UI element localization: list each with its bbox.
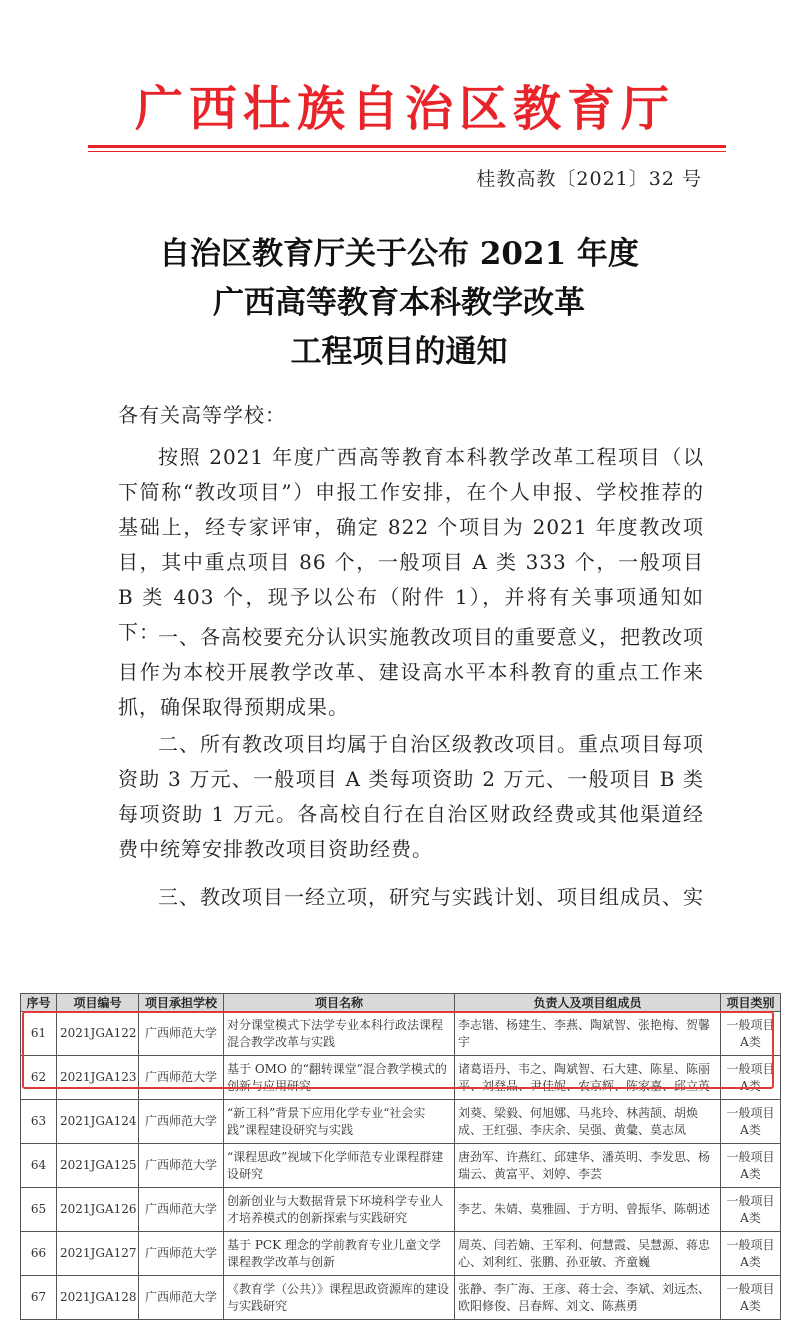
- cell-category: 一般项目A类: [721, 1056, 781, 1100]
- cell-category: 一般项目A类: [721, 1100, 781, 1144]
- cell-index: 61: [21, 1012, 57, 1056]
- cell-members: 唐劲军、许燕红、邱建华、潘英明、李发思、杨瑞云、黄富平、刘婷、李芸: [455, 1144, 721, 1188]
- cell-project-name: 基于 OMO 的“翻转课堂”混合教学模式的创新与应用研究: [224, 1056, 455, 1100]
- notice-title-line-3: 工程项目的通知: [290, 334, 508, 370]
- cell-members: 诸葛语丹、韦之、陶斌智、石大建、陈星、陈丽平、刘登品、尹佳妮、农京辉、陈家嘉、邱立英: [455, 1056, 721, 1100]
- cell-school: 广西师范大学: [139, 1188, 224, 1232]
- table-row: [21, 1232, 781, 1276]
- cell-project-name: 对分课堂模式下法学专业本科行政法课程混合教学改革与实践: [224, 1012, 455, 1056]
- addressee: 各有关高等学校：: [118, 403, 286, 427]
- cell-category: 一般项目A类: [721, 1144, 781, 1188]
- table-row: [21, 1144, 781, 1188]
- cell-school: 广西师范大学: [139, 1144, 224, 1188]
- cell-members: 李艺、朱婧、莫雅圆、于方明、曾振华、陈朝述: [455, 1188, 721, 1232]
- cell-school: 广西师范大学: [139, 1232, 224, 1276]
- table-row: [21, 1276, 781, 1320]
- cell-school: 广西师范大学: [139, 1056, 224, 1100]
- cell-project-name: “新工科”背景下应用化学专业“社会实践”课程建设研究与实践: [224, 1100, 455, 1144]
- col-header-index: 序号: [21, 994, 57, 1012]
- col-header-members: 负责人及项目组成员: [455, 994, 721, 1012]
- table-row: [21, 1056, 781, 1100]
- cell-index: 64: [21, 1144, 57, 1188]
- cell-school: 广西师范大学: [139, 1012, 224, 1056]
- cell-category: 一般项目A类: [721, 1232, 781, 1276]
- cell-code: 2021JGA123: [57, 1056, 139, 1100]
- cell-members: 周英、闫若婻、王军利、何慧霞、吴慧源、蒋忠心、刘利红、张鹏、孙亚敏、齐童巍: [455, 1232, 721, 1276]
- cell-index: 63: [21, 1100, 57, 1144]
- col-header-category: 项目类别: [721, 994, 781, 1012]
- body-paragraph-2: 一、各高校要充分认识实施教改项目的重要意义，把教改项目作为本校开展教学改革、建设高水平本科教育的重点工作来抓，确保取得预期成果。: [118, 625, 704, 719]
- body-paragraph-4: 三、教改项目一经立项，研究与实践计划、项目组成员、实: [158, 885, 704, 909]
- cell-project-name: 《教育学（公共）》课程思政资源库的建设与实践研究: [224, 1276, 455, 1320]
- cell-index: 65: [21, 1188, 57, 1232]
- cell-members: 李志锴、杨建生、李燕、陶斌智、张艳梅、贺馨宇: [455, 1012, 721, 1056]
- col-header-project-name: 项目名称: [224, 994, 455, 1012]
- cell-category: 一般项目A类: [721, 1012, 781, 1056]
- cell-members: 张静、李广海、王彦、蒋士会、李斌、刘远杰、欧阳修俊、吕春辉、刘文、陈燕勇: [455, 1276, 721, 1320]
- cell-code: 2021JGA125: [57, 1144, 139, 1188]
- cell-category: 一般项目A类: [721, 1188, 781, 1232]
- table-header-row: [21, 994, 781, 1012]
- cell-school: 广西师范大学: [139, 1100, 224, 1144]
- cell-members: 刘葵、梁毅、何旭娜、马兆玲、林茜颉、胡焕成、王红强、李庆余、吴强、黄彙、莫志凤: [455, 1100, 721, 1144]
- cell-project-name: 基于 PCK 理念的学前教育专业儿童文学课程教学改革与创新: [224, 1232, 455, 1276]
- cell-project-name: “课程思政”视域下化学师范专业课程群建设研究: [224, 1144, 455, 1188]
- notice-title-line-2: 广西高等教育本科教学改革: [213, 285, 585, 321]
- cell-school: 广西师范大学: [139, 1276, 224, 1320]
- body-paragraph-1: 按照 2021 年度广西高等教育本科教学改革工程项目（以下简称“教改项目”）申报工作安排，在个人申报、学校推荐的基础上，经专家评审，确定 822 个项目为 2021 年度教改项目，其中重点项目 86 个，一般项目 A 类 333 个，一般项目 B 类 403 个，现予以公布（附件 1），并将有关事项通知如下：: [118, 445, 704, 644]
- col-header-school: 项目承担学校: [139, 994, 224, 1012]
- table-row: [21, 1012, 781, 1056]
- cell-code: 2021JGA127: [57, 1232, 139, 1276]
- cell-index: 66: [21, 1232, 57, 1276]
- cell-index: 67: [21, 1276, 57, 1320]
- table-row: [21, 1188, 781, 1232]
- cell-code: 2021JGA128: [57, 1276, 139, 1320]
- project-table-excerpt: [20, 993, 780, 1320]
- table-row: [21, 1100, 781, 1144]
- red-header-rule: [88, 145, 726, 148]
- cell-category: 一般项目A类: [721, 1276, 781, 1320]
- cell-index: 62: [21, 1056, 57, 1100]
- body-paragraph-3: 二、所有教改项目均属于自治区级教改项目。重点项目每项资助 3 万元、一般项目 A 类每项资助 2 万元、一般项目 B 类每项资助 1 万元。各高校自行在自治区财政经费或其他渠道经费中统筹安排教改项目资助经费。: [118, 732, 704, 861]
- cell-code: 2021JGA122: [57, 1012, 139, 1056]
- col-header-code: 项目编号: [57, 994, 139, 1012]
- red-header-rule-thin: [88, 151, 726, 152]
- notice-title-line-1: 自治区教育厅关于公布 2021 年度: [159, 236, 639, 272]
- document-number: 桂教高教〔2021〕32 号: [476, 168, 702, 190]
- issuing-organization: 广西壮族自治区教育厅: [134, 81, 675, 137]
- cell-code: 2021JGA126: [57, 1188, 139, 1232]
- cell-code: 2021JGA124: [57, 1100, 139, 1144]
- project-table: [20, 993, 781, 1320]
- cell-project-name: 创新创业与大数据背景下环境科学专业人才培养模式的创新探索与实践研究: [224, 1188, 455, 1232]
